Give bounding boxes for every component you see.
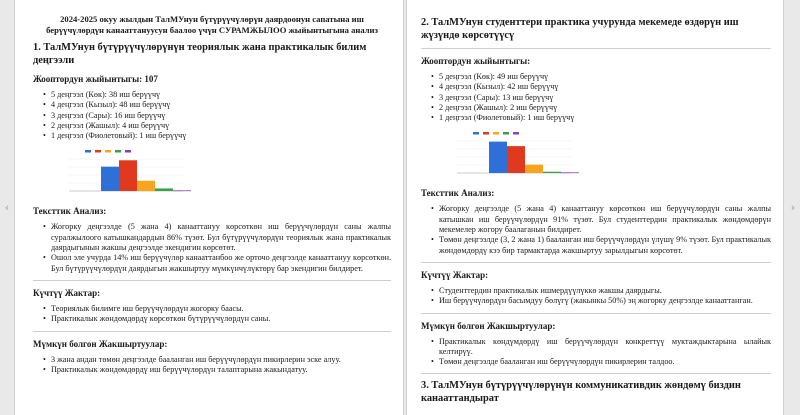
section-1-analysis-list [43, 222, 391, 273]
legend-swatch-5 [473, 132, 479, 135]
bar-level-1 [173, 191, 191, 192]
list-item: • Иш берүүчүлөрдүн басымдуу бөлүгү (жакынкы 50%) эң жогорку деңгээлде канааттанган. [431, 296, 771, 306]
legend-swatch-2 [503, 132, 509, 135]
list-item: • Практикалык жөндөмдөрдү көрсөткөн бүтүрүүчүлөрдүн саны. [43, 314, 391, 324]
legend-swatch-4 [95, 150, 101, 153]
bar-level-2 [155, 189, 173, 192]
legend-swatch-1 [125, 150, 131, 153]
legend-swatch-5 [85, 150, 91, 153]
bar-level-5 [101, 167, 119, 191]
bar-level-4 [119, 161, 137, 192]
section-2-results-label: Жооптордун жыйынтыгы: [421, 56, 531, 66]
section-2-strengths-label: Күчтүү Жактар: [421, 269, 489, 280]
bar-level-1 [561, 173, 579, 174]
list-item: • Практикалык жөндөмдөрдү иш берүүчүлөрдүн талаптарына жакындатуу. [43, 365, 391, 375]
section-1-results-label: Жооптордун жыйынтыгы: 107 [33, 74, 158, 84]
section-1-strengths-label: Күчтүү Жактар: [33, 287, 101, 298]
section-1-results-list [43, 90, 391, 141]
list-item: • Төмөн деңгээлде бааланган иш берүүчүлөрдүн пикирлерин талдоо. [431, 357, 771, 367]
legend-swatch-4 [483, 132, 489, 135]
list-item: • Ошол эле учурда 14% иш берүүчүлөр канааттанбоо же орточо деңгээлде канааттануу көрсөткөн. Бул бүтүрүүчүлөрдүн даярдыгын жакшыртуу мүмкүнчүлүктөрү бар экендигин билдирет. [43, 253, 391, 274]
list-item: • 2 деңгээл (Жашыл): 2 иш берүүчү [431, 103, 771, 113]
list-item: • 2 деңгээл (Жашыл): 4 иш берүүчү [43, 121, 391, 131]
document-page-right [406, 0, 784, 415]
legend-swatch-2 [115, 150, 121, 153]
legend-swatch-3 [493, 132, 499, 135]
document-title: 2024-2025 окуу жылдын ТалМУнун бүтүрүүчүлөрүн даярдоонун сапатына иш берүүчүлөрдүн канааттануусун баалоо үчүн СУРАМЖЫЛОО жыйынтыгына анализ [46, 14, 378, 35]
bar-level-3 [525, 165, 543, 173]
divider [421, 48, 771, 49]
section-1-heading: 1. ТалМУнун бүтүрүүчүлөрүнүн теориялык жана практикалык билим деңгээли [33, 42, 367, 66]
divider [421, 313, 771, 314]
divider [421, 373, 771, 374]
list-item: • 5 деңгээл (Көк): 49 иш берүүчү [431, 72, 771, 82]
section-1-chart-svg [61, 149, 191, 195]
next-page-arrow-icon[interactable]: › [790, 201, 796, 214]
list-item: • Жогорку деңгээлде (5 жана 4) канааттануу көрсөткөн иш берүүчүлөрдүн саны жалпы суралжылоого катышкандардын 86% түзөт. Бул бүтүрүүчүлөрдүн теориялык жана практикалык даярдыгынын жакшы деңгээлде экендигин көрсөтөт. [43, 222, 391, 253]
list-item: • 4 деңгээл (Кызыл): 42 иш берүүчү [431, 82, 771, 92]
prev-page-arrow-icon[interactable]: ‹ [4, 201, 10, 214]
section-2-improve-list [431, 337, 771, 368]
bar-level-2 [543, 172, 561, 173]
section-2-strengths-list [431, 286, 771, 307]
section-1-improve-list [43, 355, 391, 376]
section-2-analysis-list [431, 204, 771, 255]
section-1-bar-chart [61, 149, 191, 195]
list-item: • 1 деңгээл (Фиолетовый): 1 иш берүүчү [43, 131, 391, 141]
list-item: • 3 жана андан төмөн деңгээлде бааланган иш берүүчүлөрдүн пикирлерин эске алуу. [43, 355, 391, 365]
list-item: • Жогорку деңгээлде (5 жана 4) канааттануу көрсөткөн иш берүүчүлөрдүн саны жалпы катышкан иш берүүчүлөрдүн 91% түзөт. Бул студенттердин практикалык жөндөмдөрүн мекемелер жогору баалаганын билдирет. [431, 204, 771, 235]
divider [33, 280, 391, 281]
list-item: • Төмөн деңгээлде (3, 2 жана 1) бааланган иш берүүчүлөрдүн үлүшү 9% түзөт. Бул практикалык жөндөмдөрдү кээ бир тармактарда жакшыртуу зарылдыгын көрсөтөт. [431, 235, 771, 256]
section-2-improve-label: Мүмкүн болгон Жакшыртуулар: [421, 320, 556, 331]
list-item: • 4 деңгээл (Кызыл): 48 иш берүүчү [43, 100, 391, 110]
bar-level-3 [137, 181, 155, 191]
section-3-heading: 3. ТалМУнун бүтүрүүчүлөрүнүн коммуникативдик жөндөмү биздин канааттандырат [421, 380, 741, 405]
list-item: • Теориялык билимге иш берүүчүлөрдүн жогорку баасы. [43, 304, 391, 314]
section-2-analysis-label: Тексттик Анализ: [421, 188, 495, 199]
legend-swatch-3 [105, 150, 111, 153]
list-item: • Практикалык көндүмдөрдү иш берүүчүлөрдүн конкреттүү муктаждыктарына ылайык келтирүү. [431, 337, 771, 358]
bar-level-4 [507, 147, 525, 174]
list-item: • 3 деңгээл (Сары): 16 иш берүүчү [43, 111, 391, 121]
divider [33, 331, 391, 332]
list-item: • 3 деңгээл (Сары): 13 иш берүүчү [431, 93, 771, 103]
section-2-bar-chart [449, 131, 579, 177]
section-2-results-list [431, 72, 771, 123]
section-2-chart-svg [449, 131, 579, 177]
document-page-left [14, 0, 404, 415]
list-item: • 5 деңгээл (Көк): 38 иш берүүчү [43, 90, 391, 100]
list-item: • Студенттердин практикалык ишмердүүлүккө жакшы даярдыгы. [431, 286, 771, 296]
divider [421, 262, 771, 263]
legend-swatch-1 [513, 132, 519, 135]
section-2-heading: 2. ТалМУнун студенттери практика учурунда мекемеде өздөрүн иш жүзүндө көрсөтүүсү [421, 17, 739, 41]
section-1-analysis-label: Тексттик Анализ: [33, 206, 107, 217]
section-1-strengths-list [43, 304, 391, 325]
list-item: • 1 деңгээл (Фиолетовый): 1 иш берүүчү [431, 113, 771, 123]
section-1-improve-label: Мүмкүн болгон Жакшыртуулар: [33, 338, 168, 349]
bar-level-5 [489, 142, 507, 173]
